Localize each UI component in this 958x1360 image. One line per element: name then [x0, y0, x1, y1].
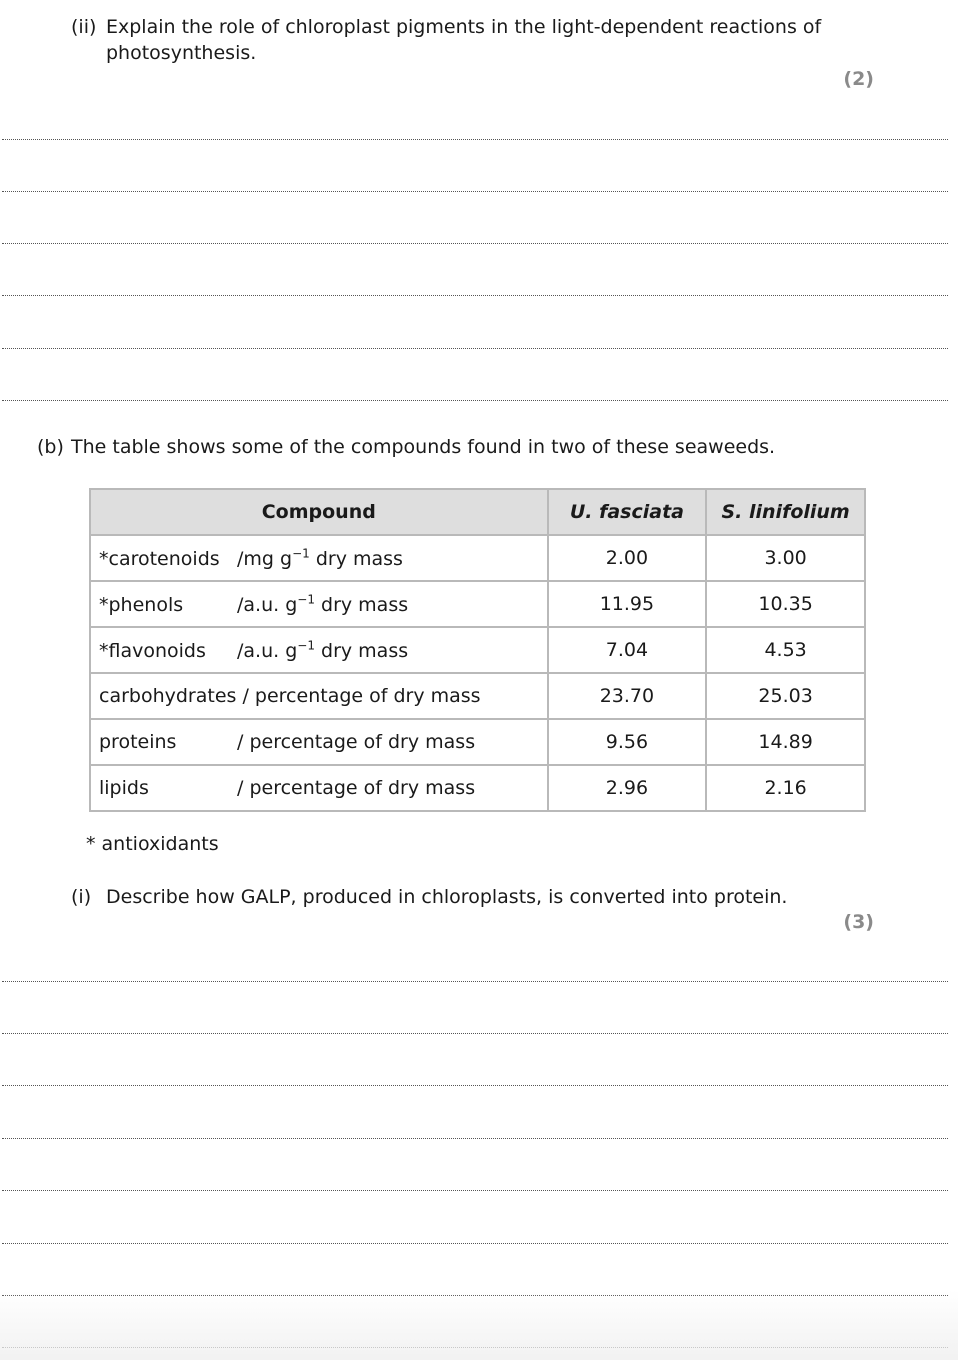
s-linifolium-value: 14.89 — [706, 719, 865, 765]
question-ii-text — [106, 14, 821, 66]
compound-name: *phenols — [99, 593, 184, 616]
compound-cell — [90, 719, 548, 765]
table-header-row — [90, 489, 865, 535]
answer-line[interactable] — [2, 1085, 948, 1086]
table-row — [90, 535, 865, 581]
compound-name: carbohydrates — [99, 685, 237, 707]
compound-unit: /a.u. $g^{-1}$ dry mass — [237, 592, 409, 616]
question-ii-marks: (2) — [843, 68, 874, 90]
question-ii-number: (ii) — [71, 16, 97, 38]
s-linifolium-value: 2.16 — [706, 765, 865, 811]
u-fasciata-value: 2.96 — [548, 765, 707, 811]
question-i-marks: (3) — [843, 911, 874, 933]
compound-cell — [90, 673, 548, 719]
answer-line[interactable] — [2, 139, 948, 140]
question-b-number: (b) — [37, 436, 64, 458]
answer-line[interactable] — [2, 1243, 948, 1244]
header-compound: Compound — [90, 489, 548, 535]
table-row — [90, 765, 865, 811]
page-bottom-shade — [0, 1290, 958, 1360]
compound-name: *carotenoids — [99, 547, 220, 570]
compound-unit: /a.u. $g^{-1}$ dry mass — [237, 638, 409, 662]
answer-line[interactable] — [2, 348, 948, 349]
compound-unit: /mg $g^{-1}$ dry mass — [237, 546, 403, 570]
answer-line[interactable] — [2, 191, 948, 192]
u-fasciata-value: 9.56 — [548, 719, 707, 765]
compound-cell — [90, 581, 548, 627]
answer-line[interactable] — [2, 1033, 948, 1034]
answer-line[interactable] — [2, 243, 948, 244]
question-ii-line2: photosynthesis. — [106, 42, 257, 64]
answer-line[interactable] — [2, 400, 948, 401]
answer-line[interactable] — [2, 1190, 948, 1191]
table-row — [90, 719, 865, 765]
question-b-text: The table shows some of the compounds found in two of these seaweeds. — [71, 436, 776, 458]
table-footnote: * antioxidants — [86, 833, 219, 855]
u-fasciata-value: 7.04 — [548, 627, 707, 673]
table-row — [90, 673, 865, 719]
table-row — [90, 581, 865, 627]
u-fasciata-value: 23.70 — [548, 673, 707, 719]
header-s-linifolium: S. linifolium — [706, 489, 865, 535]
header-u-fasciata: U. fasciata — [548, 489, 707, 535]
compound-unit: / percentage of dry mass — [237, 731, 476, 753]
answer-line[interactable] — [2, 981, 948, 982]
compound-unit: / percentage of dry mass — [237, 777, 476, 799]
compounds-table — [89, 488, 866, 812]
s-linifolium-value: 4.53 — [706, 627, 865, 673]
compound-unit: / percentage of dry mass — [236, 685, 481, 707]
compound-cell — [90, 535, 548, 581]
question-ii-line1: Explain the role of chloroplast pigments in the light-dependent reactions of — [106, 16, 822, 38]
u-fasciata-value: 2.00 — [548, 535, 707, 581]
answer-line[interactable] — [2, 295, 948, 296]
s-linifolium-value: 3.00 — [706, 535, 865, 581]
compound-name: proteins — [99, 731, 177, 753]
question-i-number: (i) — [71, 886, 92, 908]
answer-line[interactable] — [2, 1138, 948, 1139]
table-row — [90, 627, 865, 673]
compound-name: lipids — [99, 777, 149, 799]
compound-name: *flavonoids — [99, 639, 206, 662]
u-fasciata-value: 11.95 — [548, 581, 707, 627]
s-linifolium-value: 10.35 — [706, 581, 865, 627]
compound-cell — [90, 627, 548, 673]
s-linifolium-value: 25.03 — [706, 673, 865, 719]
compound-cell — [90, 765, 548, 811]
question-i-text: Describe how GALP, produced in chloroplasts, is converted into protein. — [106, 886, 788, 908]
